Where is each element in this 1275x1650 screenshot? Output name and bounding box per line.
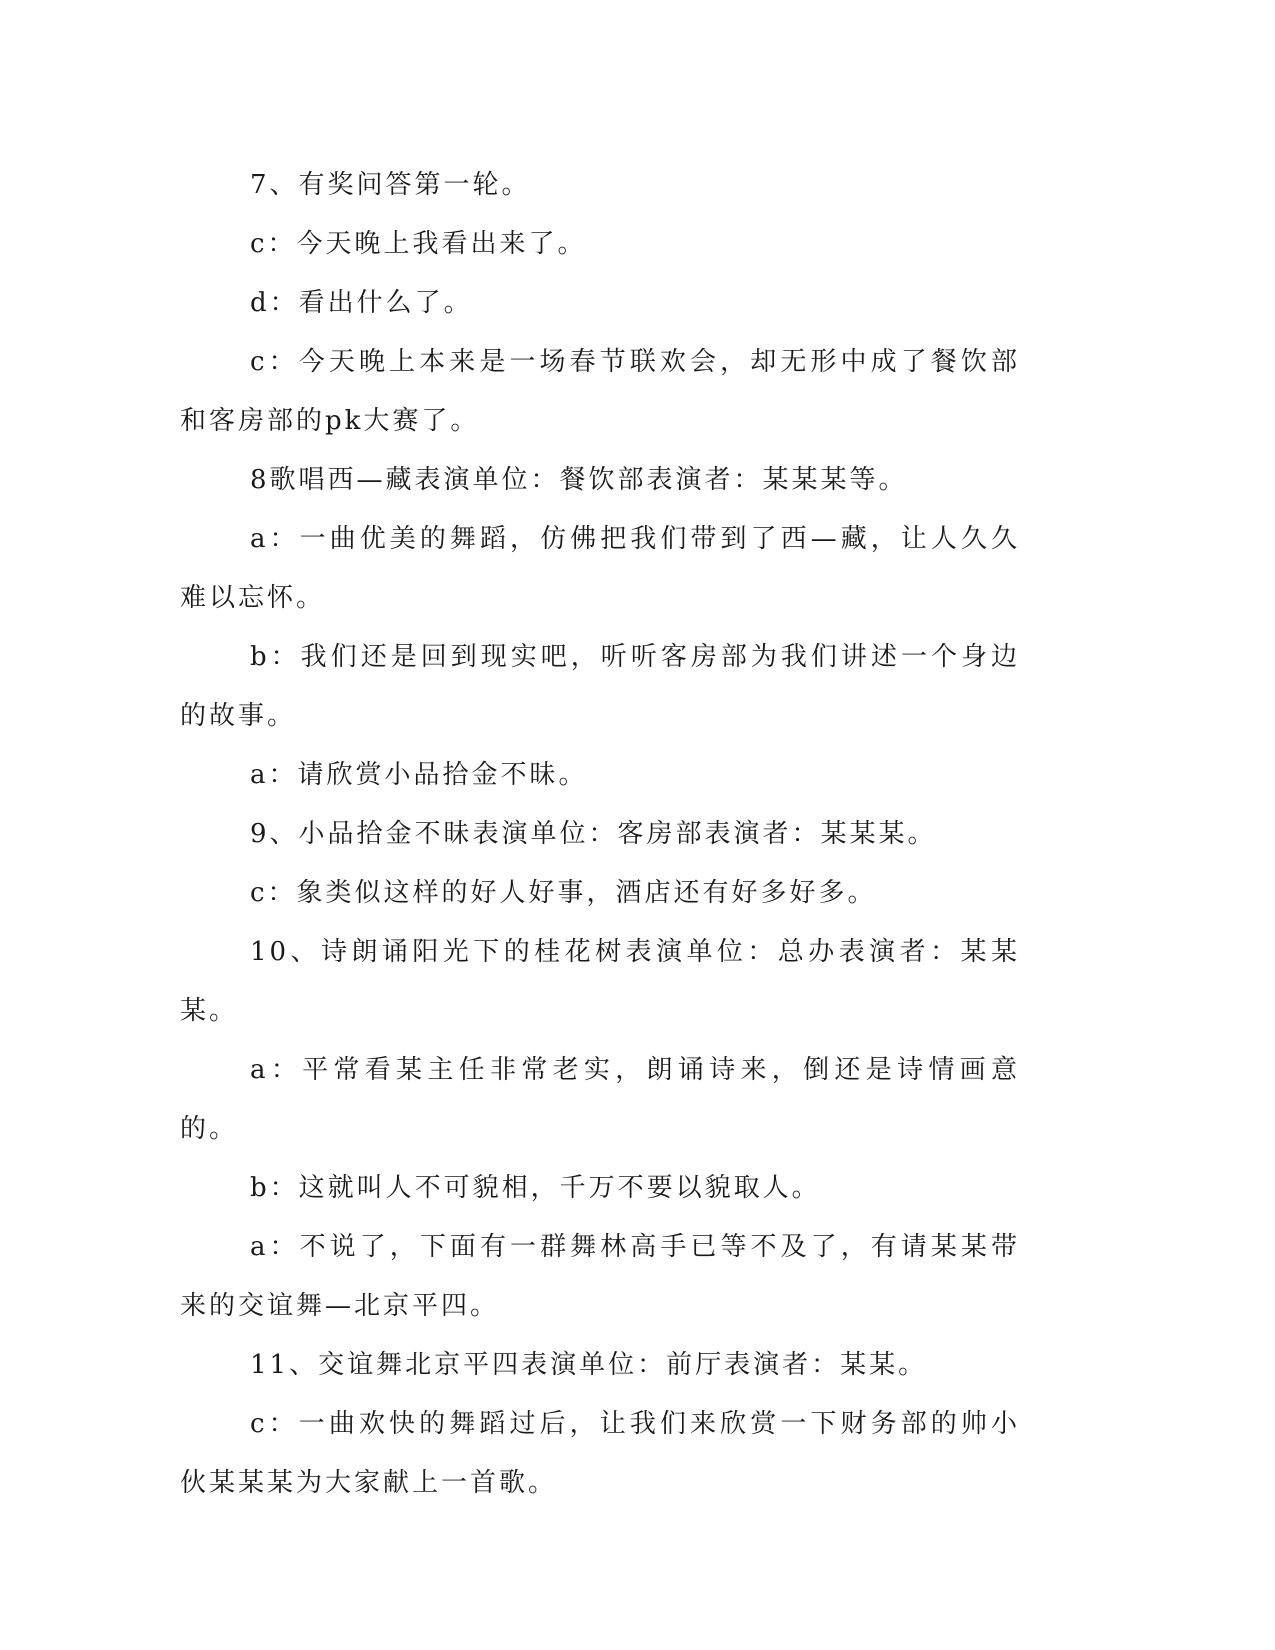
paragraph: a：不说了，下面有一群舞林高手已等不及了，有请某某带来的交谊舞—北京平四。 [180, 1232, 1020, 1321]
paragraph: 7、有奖问答第一轮。 [250, 170, 531, 200]
paragraph: c：今天晚上本来是一场春节联欢会，却无形中成了餐饮部和客房部的pk大赛了。 [180, 347, 1020, 436]
document-body [180, 156, 1020, 1513]
paragraph: b：我们还是回到现实吧，听听客房部为我们讲述一个身边的故事。 [180, 642, 1020, 731]
paragraph: 11、交谊舞北京平四表演单位：前厅表演者：某某。 [250, 1350, 928, 1380]
paragraph: a：一曲优美的舞蹈，仿佛把我们带到了西—藏，让人久久难以忘怀。 [180, 524, 1020, 613]
paragraph: 10、诗朗诵阳光下的桂花树表演单位：总办表演者：某某某。 [180, 937, 1020, 1026]
paragraph: c：今天晚上我看出来了。 [250, 229, 587, 259]
paragraph: c：象类似这样的好人好事，酒店还有好多好多。 [250, 878, 877, 908]
paragraph: b：这就叫人不可貌相，千万不要以貌取人。 [250, 1173, 821, 1203]
paragraph: a：请欣赏小品拾金不昧。 [250, 760, 588, 790]
paragraph: 9、小品拾金不昧表演单位：客房部表演者：某某某。 [250, 819, 937, 849]
paragraph: d：看出什么了。 [250, 288, 473, 318]
paragraph: c：一曲欢快的舞蹈过后，让我们来欣赏一下财务部的帅小伙某某某为大家献上一首歌。 [180, 1409, 1020, 1498]
paragraph: 8歌唱西—藏表演单位：餐饮部表演者：某某某等。 [250, 465, 908, 495]
paragraph: a：平常看某主任非常老实，朗诵诗来，倒还是诗情画意的。 [180, 1055, 1020, 1144]
